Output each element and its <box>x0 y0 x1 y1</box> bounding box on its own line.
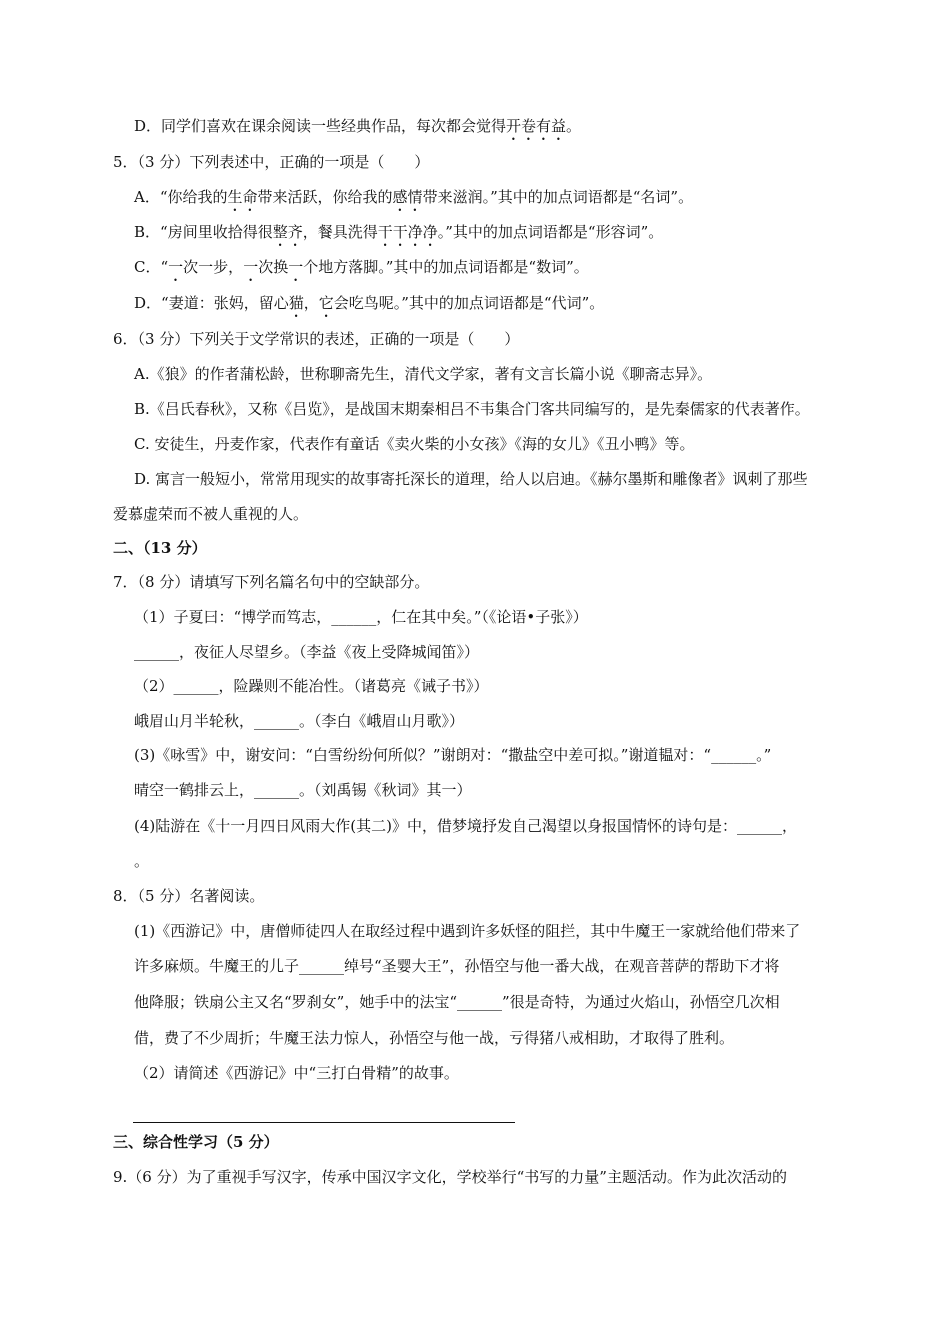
text-segment: (1)《西游记》中，唐僧师徒四人在取经过程中遇到许多妖怪的阻拦，其中牛魔王一家就给他们带来了 <box>134 922 801 940</box>
text-segment: (4)陆游在《十一月四日风雨大作(其二)》中，借梦境抒发自己渴望以身报国情怀的诗句是：______， <box>134 817 797 835</box>
text-line <box>134 222 663 250</box>
text-line <box>134 956 779 976</box>
text-line <box>134 434 694 454</box>
text-segment: ， <box>303 294 319 312</box>
emphasized-text: 生命 <box>227 188 258 206</box>
text-segment: 次一步， <box>183 258 244 276</box>
text-segment: 5．（3 分）下列表述中，正确的一项是（ ） <box>113 153 430 171</box>
text-line <box>134 780 472 800</box>
text-segment: C. 安徒生，丹麦作家，代表作有童话《卖火柴的小女孩》《海的女儿》《丑小鸭》等。 <box>134 435 695 453</box>
emphasized-text: 一 <box>243 258 259 276</box>
text-segment: 晴空一鹤排云上，______。（刘禹锡《秋词》其一） <box>134 781 472 799</box>
text-segment: 带来活跃，你给我的 <box>257 188 393 206</box>
text-line <box>134 607 588 627</box>
text-segment: A．“你给我的 <box>134 188 228 206</box>
text-segment: 个地方落脚。”其中的加点词语都是“数词”。 <box>303 258 589 276</box>
emphasized-text: 它 <box>318 294 334 312</box>
text-segment: 。 <box>134 852 150 870</box>
text-line <box>113 152 429 172</box>
text-segment: C．“ <box>134 258 169 276</box>
text-line <box>134 711 464 731</box>
text-segment: D. 寓言一般短小，常常用现实的故事寄托深长的道理，给人以启迪。《赫尔墨斯和雕像者》讽刺了那些 <box>134 470 808 488</box>
text-segment: 爱慕虚荣而不被人重视的人。 <box>113 505 309 523</box>
emphasized-text: 一 <box>288 258 304 276</box>
text-line <box>134 1063 459 1083</box>
text-segment: 次换 <box>258 258 289 276</box>
text-segment: D．“妻道：张妈，留心 <box>134 294 289 312</box>
text-segment: 带来滋润。”其中的加点词语都是“名词”。 <box>422 188 694 206</box>
text-line <box>134 364 712 384</box>
text-segment: 借，费了不少周折；牛魔王法力惊人，孙悟空与他一战，亏得猪八戒相助，才取得了胜利。 <box>134 1029 735 1047</box>
emphasized-text: 整齐 <box>272 223 303 241</box>
text-line <box>134 816 797 836</box>
text-segment: B.《吕氏春秋》，又称《吕览》，是战国末期秦相吕不韦集合门客共同编写的，是先秦儒家的代表著作。 <box>134 400 810 418</box>
text-line <box>134 745 771 765</box>
text-segment: A.《狼》的作者蒲松龄，世称聊斋先生，清代文学家，著有文言长篇小说《聊斋志异》。 <box>134 365 713 383</box>
text-segment: B．“房间里收拾得很 <box>134 223 273 241</box>
text-segment: 9.（6 分）为了重视手写汉字，传承中国汉字文化，学校举行“书写的力量”主题活动。作为此次活动的 <box>113 1168 787 1186</box>
text-segment: 会吃鸟呢。”其中的加点词语都是“代词”。 <box>333 294 605 312</box>
text-segment: 三、综合性学习（5 分） <box>113 1133 279 1151</box>
text-line <box>113 572 429 592</box>
text-segment: ，餐具洗得 <box>302 223 378 241</box>
text-line <box>134 992 780 1012</box>
text-line <box>134 257 589 285</box>
text-line <box>134 921 800 941</box>
text-segment: 许多麻烦。牛魔王的儿子______绰号“圣婴大王”，孙悟空与他一番大战，在观音菩萨的帮助下才将 <box>134 957 780 975</box>
section-heading <box>113 538 207 558</box>
emphasized-text: 干干净净 <box>377 223 438 241</box>
text-segment: （1）子夏曰：“博学而笃志，______，仁在其中矣。”（《论语•子张》） <box>134 608 588 626</box>
text-line <box>134 293 604 321</box>
text-line <box>113 329 519 349</box>
text-line <box>134 851 149 871</box>
text-line <box>113 504 308 524</box>
text-line <box>113 1167 787 1187</box>
text-segment: D．同学们喜欢在课余阅读一些经典作品，每次都会觉得 <box>134 117 507 135</box>
text-line <box>134 469 808 489</box>
text-line <box>134 187 693 215</box>
text-line <box>134 1028 734 1048</box>
emphasized-text: 一 <box>168 258 184 276</box>
text-segment: 二、（13 分） <box>113 539 207 557</box>
text-segment: 6．（3 分）下列关于文学常识的表述，正确的一项是（ ） <box>113 330 520 348</box>
answer-line <box>133 1122 515 1123</box>
text-segment: 他降服；铁扇公主又名“罗刹女”，她手中的法宝“______”很是奇特，为通过火焰山，孙悟空几次相 <box>134 993 780 1011</box>
emphasized-text: 开卷有益 <box>506 117 567 135</box>
text-line <box>134 399 810 419</box>
text-segment: 8．（5 分）名著阅读。 <box>113 887 265 905</box>
emphasized-text: 猫 <box>288 294 304 312</box>
text-segment: （2）______，险躁则不能冶性。（诸葛亮《诫子书》） <box>134 677 489 695</box>
text-segment: (3)《咏雪》中，谢安问：“白雪纷纷何所似？”谢朗对：“撒盐空中差可拟。”谢道韫对：“______。” <box>134 746 772 764</box>
text-segment: 峨眉山月半轮秋，______。（李白《峨眉山月歌》） <box>134 712 465 730</box>
text-line <box>134 116 581 144</box>
text-segment: 。”其中的加点词语都是“形容词”。 <box>437 223 664 241</box>
text-line <box>134 642 479 662</box>
text-segment: （2）请简述《西游记》中“三打白骨精”的故事。 <box>134 1064 459 1082</box>
emphasized-text: 感情 <box>392 188 423 206</box>
section-heading <box>113 1132 279 1152</box>
text-line <box>113 886 264 906</box>
text-segment: ______，夜征人尽望乡。（李益《夜上受降城闻笛》） <box>134 643 480 661</box>
text-segment: 。 <box>566 117 582 135</box>
text-segment: 7．（8 分）请填写下列名篇名句中的空缺部分。 <box>113 573 430 591</box>
text-line <box>134 676 489 696</box>
